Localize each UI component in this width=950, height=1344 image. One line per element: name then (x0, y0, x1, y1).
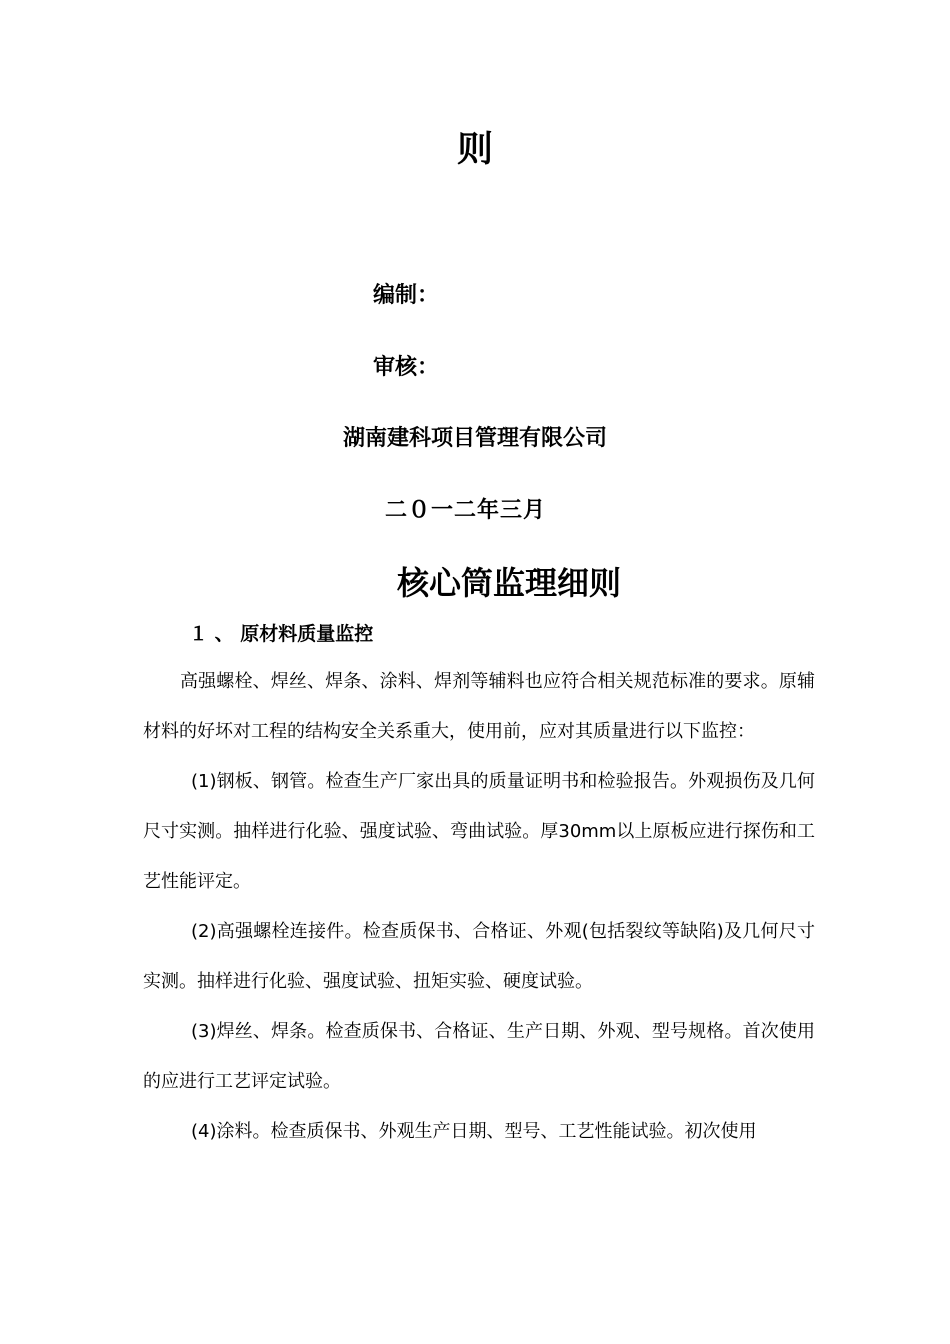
list-item: (4)涂料。检查质保书、外观生产日期、型号、工艺性能试验。初次使用 (191, 1121, 757, 1142)
list-item: (3)焊丝、焊条。检查质保书、合格证、生产日期、外观、型号规格。首次使用的应进行工艺评定试验。 (143, 1021, 815, 1092)
document-title: 核心筒监理细则 (397, 564, 622, 602)
list-item: (1)钢板、钢管。检查生产厂家出具的质量证明书和检验报告。外观损伤及几何尺寸实测。抽样进行化验、强度试验、弯曲试验。厚30mm以上原板应进行探伤和工艺性能评定。 (143, 771, 815, 892)
section-body (143, 657, 815, 1157)
cover-date: 二０一二年三月 (385, 498, 547, 523)
intro-paragraph: 高强螺栓、焊丝、焊条、涂料、焊剂等辅料也应符合相关规范标准的要求。原辅材料的好坏对工程的结构安全关系重大，使用前，应对其质量进行以下监控： (143, 671, 815, 742)
cover-title-tail: 则 (456, 129, 493, 170)
list-item: (2)高强螺栓连接件。检查质保书、合格证、外观(包括裂纹等缺陷)及几何尺寸实测。抽样进行化验、强度试验、扭矩实验、硬度试验。 (143, 921, 815, 992)
compiled-by-label: 编制： (373, 283, 440, 308)
reviewed-by-label: 审核： (373, 355, 440, 380)
company-name: 湖南建科项目管理有限公司 (342, 426, 607, 451)
section-heading: １ 、 原材料质量监控 (189, 623, 374, 645)
